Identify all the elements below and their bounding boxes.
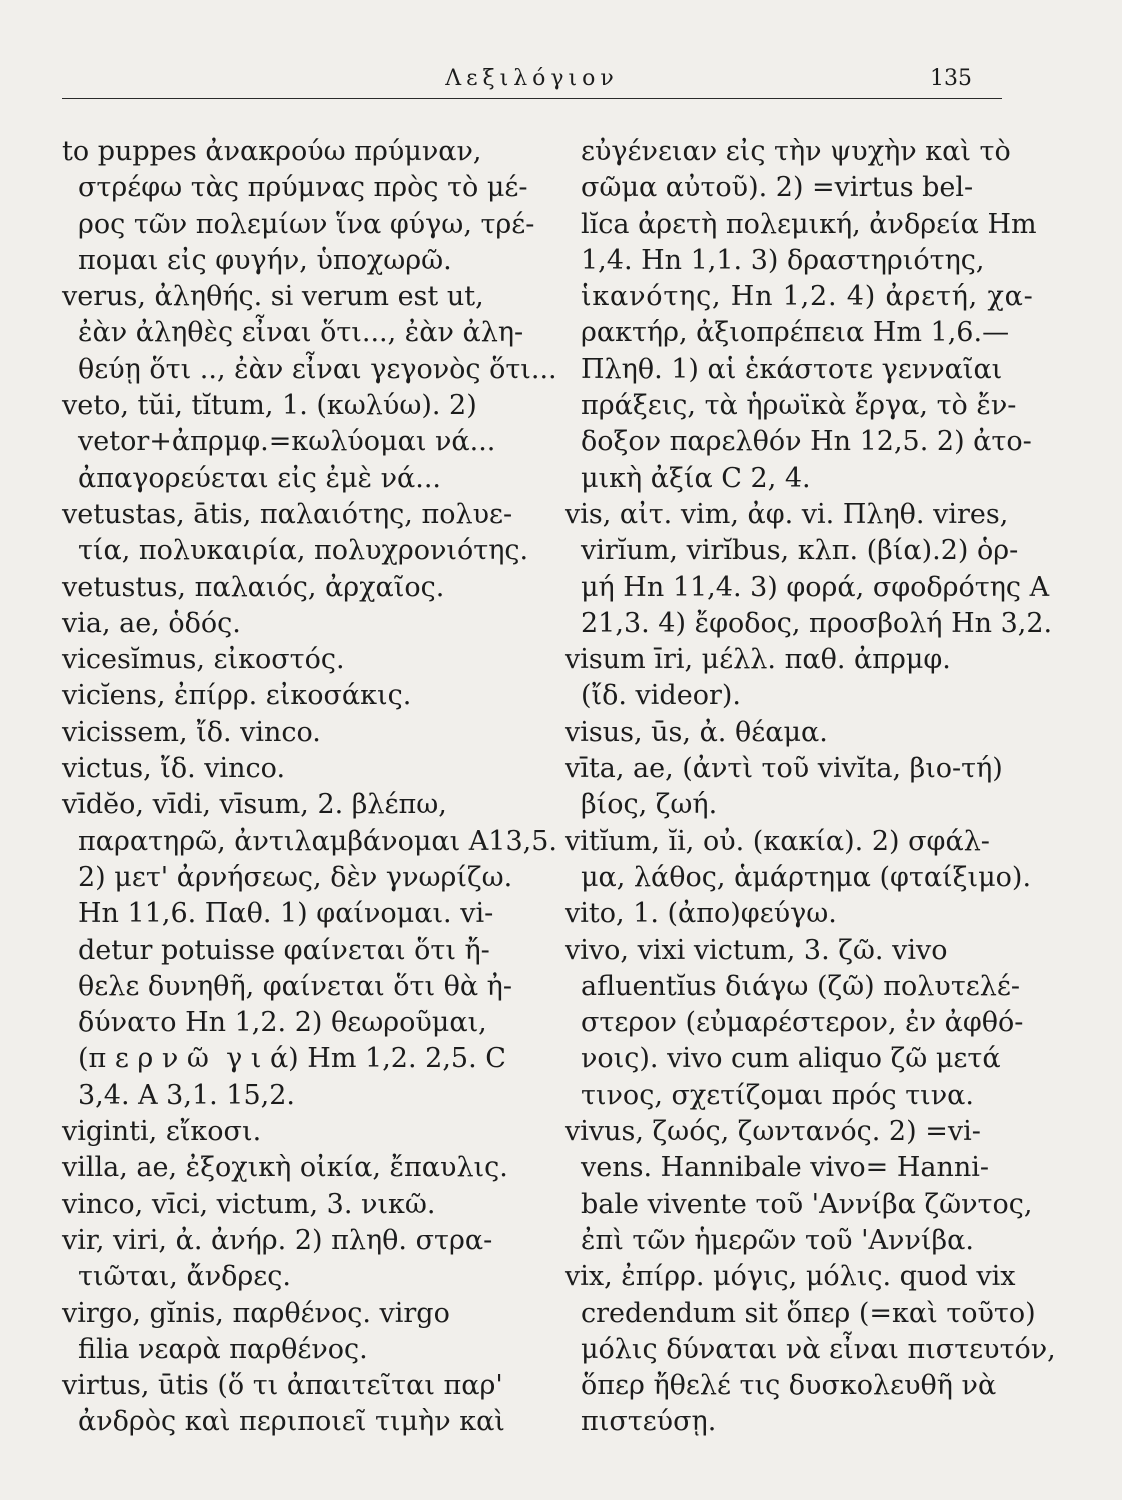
dictionary-line: filia νεαρὰ παρθένος. — [78, 1333, 368, 1365]
dictionary-line: μή Hn 11,4. 3) φορά, σφοδρότης A — [581, 571, 1050, 603]
page-header — [62, 62, 1002, 99]
dictionary-line: vis, αἰτ. vim, ἀφ. vi. Πληθ. vires, — [565, 498, 1009, 530]
dictionary-line: 1,4. Hn 1,1. 3) δραστηριότης, — [581, 244, 985, 276]
dictionary-line: vito, 1. (ἀπο)φεύγω. — [565, 898, 837, 930]
dictionary-line: εὐγένειαν εἰς τὴν ψυχὴν καὶ τὸ — [581, 136, 1011, 167]
right-column — [565, 134, 1056, 1441]
dictionary-line: vetustus, παλαιός, ἀρχαῖος. — [62, 571, 445, 603]
page-number: 135 — [930, 66, 972, 91]
dictionary-line: vinco, vīci, victum, 3. νικῶ. — [62, 1188, 436, 1220]
dictionary-line: vix, ἐπίρρ. μόγις, μόλις. quod vix — [565, 1261, 1016, 1293]
dictionary-line: viginti, εἴκοσι. — [62, 1116, 262, 1148]
dictionary-line: ἐὰν ἀληθὲς εἶναι ὅτι..., ἐὰν ἀλη- — [78, 317, 524, 349]
dictionary-line: ρακτήρ, ἀξιοπρέπεια Hm 1,6.— — [581, 317, 1010, 349]
dictionary-line: vetustas, ātis, παλαιότης, πολυε- — [62, 498, 513, 530]
dictionary-line: virtus, ūtis (ὅ τι ἀπαιτεῖται παρ' — [62, 1370, 503, 1402]
dictionary-line: Πληθ. 1) αἱ ἑκάστοτε γενναῖαι — [581, 353, 1003, 385]
dictionary-line: πράξεις, τὰ ἡρωϊκὰ ἔργα, τὸ ἔν- — [581, 390, 1017, 422]
dictionary-line: vicĭens, ἐπίρρ. εἰκοσάκις. — [62, 680, 412, 712]
dictionary-line: στρέφω τὰς πρύμνας πρὸς τὸ μέ- — [78, 172, 528, 204]
dictionary-line: vir, viri, ἀ. ἀνήρ. 2) πληθ. στρα- — [62, 1224, 493, 1256]
dictionary-line: μα, λάθος, ἁμάρτημα (φταίξιμο). — [581, 861, 1032, 893]
dictionary-line: vīdĕo, vīdi, vīsum, 2. βλέπω, — [62, 789, 447, 821]
dictionary-line: ἀπαγορεύεται εἰς ἐμὲ νά... — [78, 462, 441, 494]
dictionary-line: virgo, gĭnis, παρθένος. virgo — [62, 1297, 450, 1329]
dictionary-line: vitĭum, ĭi, οὐ. (κακία). 2) σφάλ- — [565, 825, 990, 857]
dictionary-line: villa, ae, ἐξοχικὴ οἰκία, ἔπαυλις. — [62, 1152, 508, 1184]
dictionary-line: (ἴδ. videor). — [581, 680, 741, 712]
dictionary-line: veto, tŭi, tĭtum, 1. (κωλύω). 2) — [62, 390, 477, 422]
dictionary-line: vivo, vixi victum, 3. ζῶ. vivo — [565, 934, 948, 966]
dictionary-line: δοξον παρελθόν Hn 12,5. 2) ἀτο- — [581, 426, 1032, 458]
dictionary-line: ἀνδρὸς καὶ περιποιεῖ τιμὴν καὶ — [78, 1406, 505, 1438]
dictionary-line: 2) μετ' ἀρνήσεως, δὲν γνωρίζω. — [78, 861, 513, 893]
dictionary-line: vicissem, ἴδ. vinco. — [62, 716, 321, 748]
dictionary-line: στερον (εὐμαρέστερον, ἐν ἀφθό- — [581, 1007, 1024, 1039]
dictionary-line: Hn 11,6. Παθ. 1) φαίνομαι. vi- — [78, 898, 494, 930]
dictionary-line: credendum sit ὅπερ (=καὶ τοῦτο) — [581, 1297, 1036, 1329]
dictionary-line: ἱκανότης, Hn 1,2. 4) ἀρετή, χα- — [581, 281, 1034, 313]
dictionary-line: ἐπὶ τῶν ἡμερῶν τοῦ 'Αννίβα. — [581, 1224, 974, 1256]
dictionary-line: παρατηρῶ, ἀντιλαμβάνομαι A13,5. — [78, 825, 557, 857]
dictionary-line: νοις). vivo cum aliquo ζῶ μετά — [581, 1043, 1001, 1075]
dictionary-line: victus, ἴδ. vinco. — [62, 753, 286, 785]
dictionary-line: via, ae, ὁδός. — [62, 607, 241, 639]
dictionary-line: vicesĭmus, εἰκοστός. — [62, 644, 345, 676]
dictionary-line: vīta, ae, (ἀντὶ τοῦ vivĭta, βιο-τή) — [565, 753, 1003, 785]
dictionary-line: τιῶται, ἄνδρες. — [78, 1261, 291, 1293]
dictionary-line: visus, ūs, ἀ. θέαμα. — [565, 716, 828, 748]
dictionary-line: (π ε ρ ν ῶ γ ι ά) Hm 1,2. 2,5. C — [78, 1043, 506, 1075]
dictionary-line: πομαι εἰς φυγήν, ὑποχωρῶ. — [78, 244, 452, 276]
running-title: Λεξιλόγιον — [445, 66, 619, 91]
dictionary-line: verus, ἀληθής. si verum est ut, — [62, 281, 484, 313]
dictionary-line: πιστεύσῃ. — [581, 1406, 717, 1438]
dictionary-line: ρος τῶν πολεμίων ἵνα φύγω, τρέ- — [78, 208, 535, 240]
dictionary-line: 21,3. 4) ἔφοδος, προσβολή Hn 3,2. — [581, 607, 1053, 639]
dictionary-line: visum īri, μέλλ. παθ. ἀπρμφ. — [565, 644, 951, 676]
dictionary-line: μικὴ ἀξία C 2, 4. — [581, 462, 811, 494]
dictionary-line: θεύῃ ὅτι .., ἐὰν εἶναι γεγονὸς ὅτι... — [78, 353, 557, 385]
dictionary-line: afluentĭus διάγω (ζῶ) πολυτελέ- — [581, 970, 1020, 1002]
dictionary-line: βίος, ζωή. — [581, 789, 718, 821]
dictionary-line: τινος, σχετίζομαι πρός τινα. — [581, 1079, 974, 1111]
dictionary-line: ὅπερ ἤθελέ τις δυσκολευθῆ νὰ — [581, 1370, 997, 1402]
dictionary-line: θελε δυνηθῆ, φαίνεται ὅτι θὰ ἠ- — [78, 970, 512, 1002]
left-column — [62, 134, 557, 1441]
dictionary-line: detur potuisse φαίνεται ὅτι ἤ- — [78, 934, 490, 966]
dictionary-line: vetor+ἀπρμφ.=κωλύομαι νά... — [78, 426, 496, 458]
dictionary-line: 3,4. A 3,1. 15,2. — [78, 1079, 295, 1111]
dictionary-line: vivus, ζωός, ζωντανός. 2) =vi- — [565, 1116, 981, 1148]
dictionary-line: μόλις δύναται νὰ εἶναι πιστευτόν, — [581, 1333, 1056, 1365]
dictionary-line: vens. Hannibale vivo= Hanni- — [581, 1152, 990, 1184]
dictionary-line: lĭca ἀρετὴ πολεμική, ἀνδρεία Hm — [581, 208, 1037, 240]
dictionary-line: δύνατο Hn 1,2. 2) θεωροῦμαι, — [78, 1007, 487, 1039]
dictionary-line: σῶμα αὐτοῦ). 2) =virtus bel- — [581, 172, 974, 204]
dictionary-line: bale vivente τοῦ 'Αννίβα ζῶντος, — [581, 1188, 1033, 1220]
dictionary-line: τία, πολυκαιρία, πολυχρονιότης. — [78, 535, 529, 567]
dictionary-line: virĭum, virĭbus, κλπ. (βία).2) ὁρ- — [581, 535, 1019, 567]
dictionary-line: to puppes ἀνακρούω πρύμναν, — [62, 136, 482, 167]
